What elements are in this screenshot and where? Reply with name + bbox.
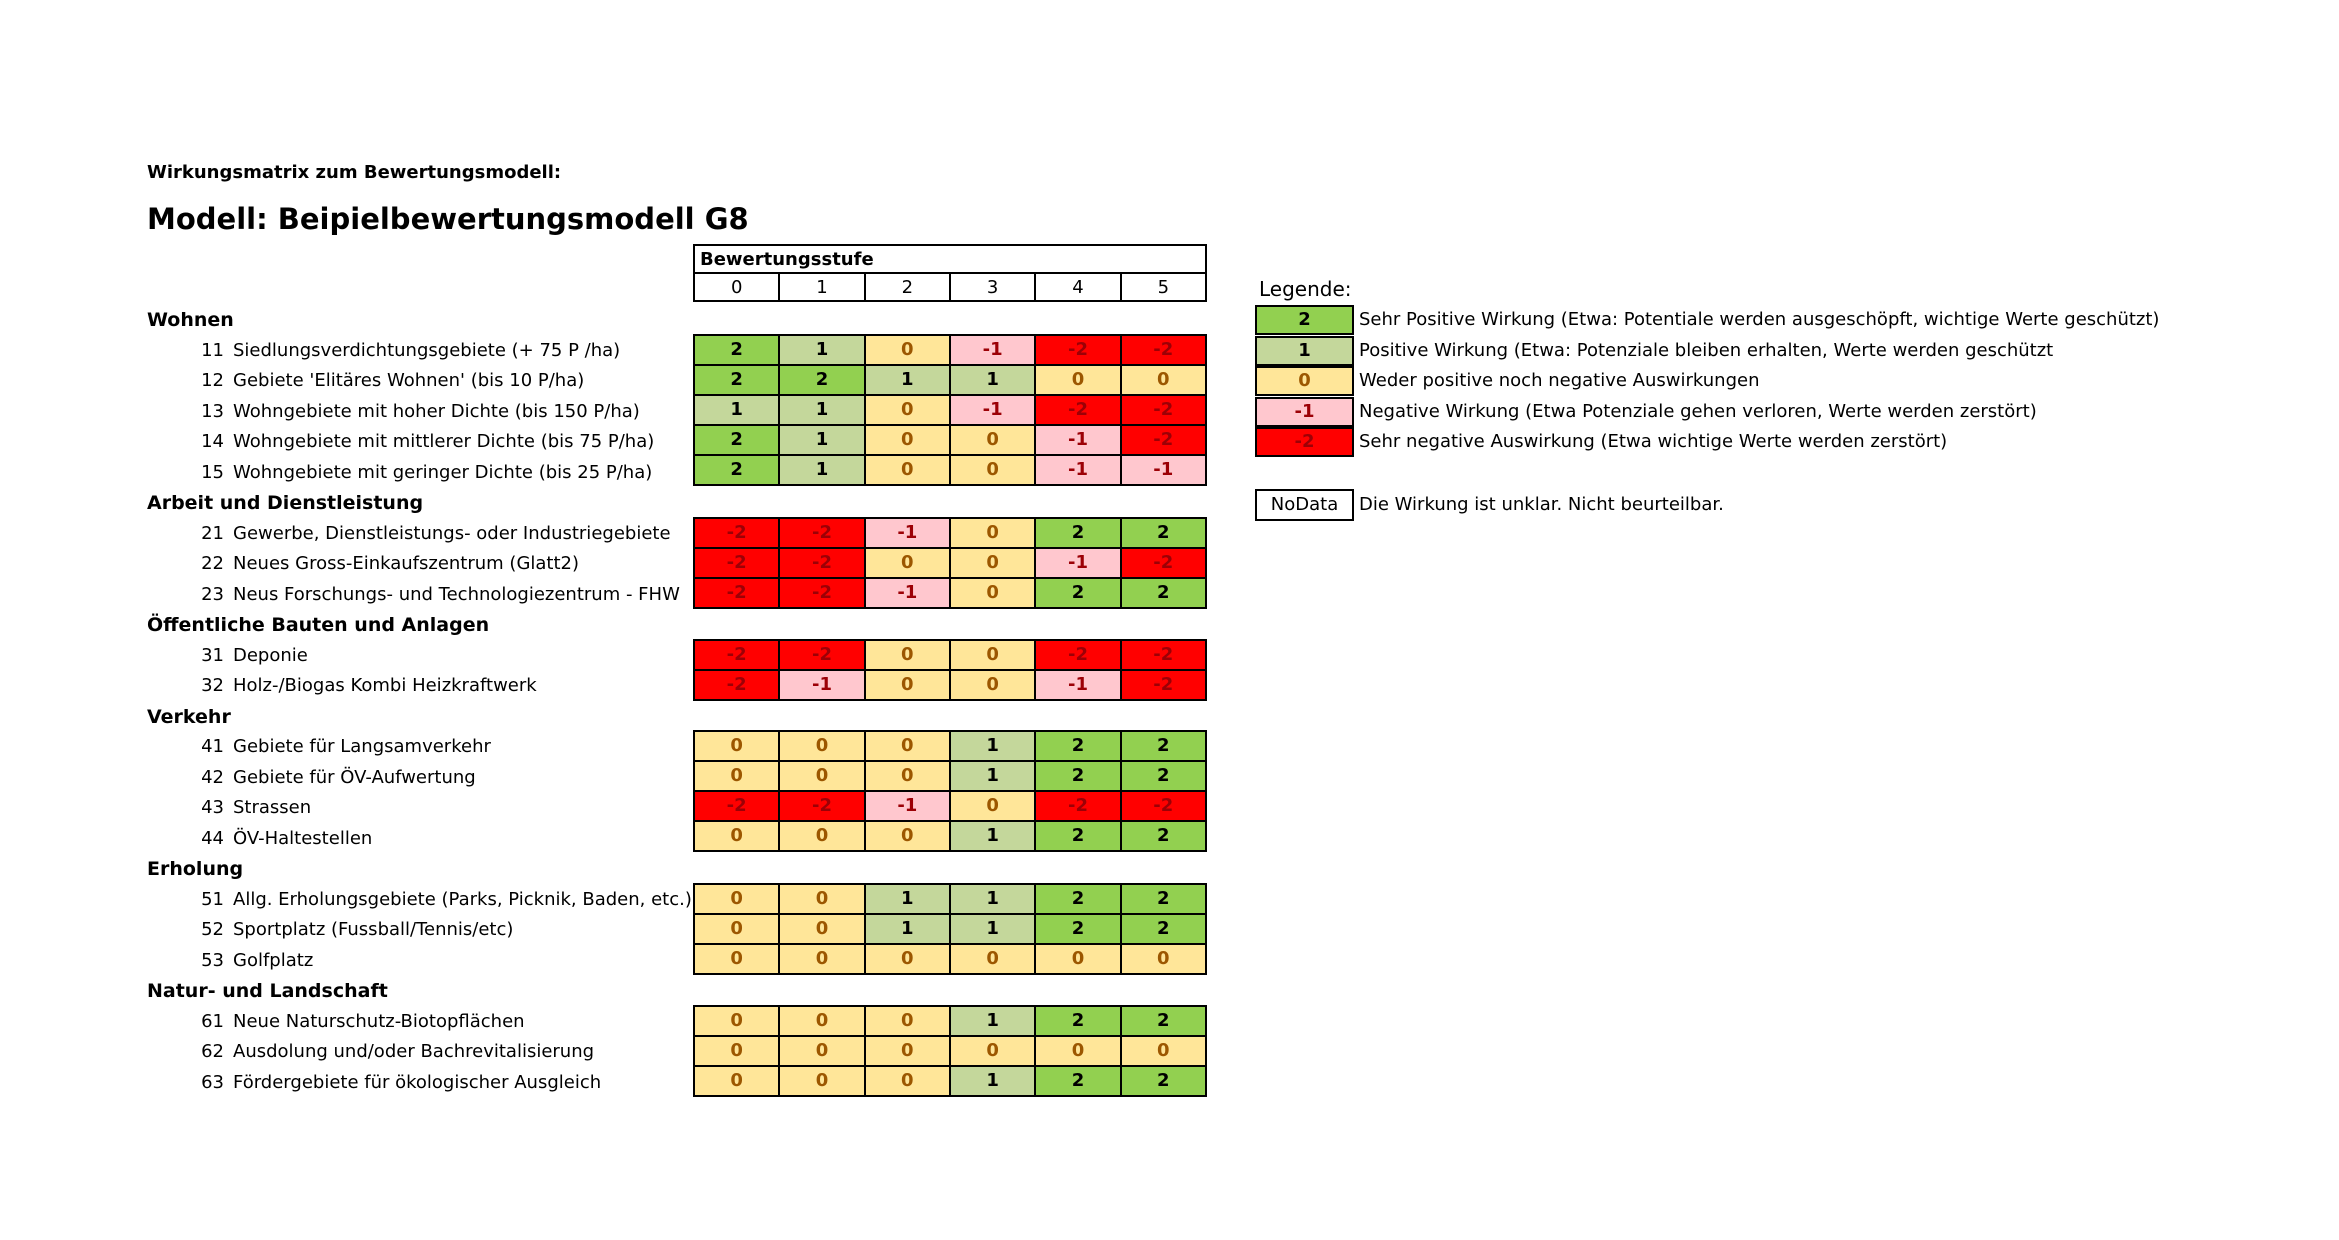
matrix-cell: -2 — [778, 549, 863, 577]
matrix-cell: -2 — [1120, 426, 1205, 454]
matrix-row — [695, 1035, 1205, 1065]
matrix-row — [695, 669, 1205, 699]
row-code: 61 — [201, 1010, 224, 1032]
matrix-cell: 1 — [864, 885, 949, 913]
matrix-cell: 0 — [778, 1037, 863, 1065]
matrix-row — [695, 424, 1205, 454]
matrix-row — [695, 943, 1205, 973]
group-heading: Öffentliche Bauten und Anlagen — [147, 614, 490, 636]
matrix-cell: -2 — [778, 641, 863, 669]
legend-text: Sehr Positive Wirkung (Etwa: Potentiale werden ausgeschöpft, wichtige Werte geschützt) — [1359, 309, 2160, 330]
matrix-cell: 2 — [1120, 732, 1205, 760]
row-label — [196, 946, 313, 976]
matrix-cell: 2 — [1034, 1007, 1119, 1035]
matrix-cell: 0 — [949, 426, 1034, 454]
matrix-cell: -1 — [1034, 456, 1119, 484]
matrix-cell: 0 — [1120, 945, 1205, 973]
row-label — [196, 458, 652, 488]
matrix-cell: 0 — [864, 1037, 949, 1065]
matrix-cell: 2 — [1120, 762, 1205, 790]
matrix-block — [693, 639, 1207, 701]
legend-title: Legende: — [1259, 277, 1352, 301]
matrix-cell: -2 — [1120, 336, 1205, 364]
row-text: Gebiete für ÖV-Aufwertung — [233, 766, 476, 788]
matrix-cell: -2 — [695, 671, 778, 699]
page-title: Modell: Beipielbewertungsmodell G8 — [147, 202, 749, 236]
row-code: 53 — [201, 949, 224, 971]
row-code: 15 — [201, 461, 224, 483]
matrix-cell: 1 — [695, 396, 778, 424]
matrix-cell: 0 — [949, 549, 1034, 577]
matrix-row — [695, 547, 1205, 577]
matrix-block — [693, 517, 1207, 609]
matrix-cell: 0 — [778, 762, 863, 790]
group-heading: Arbeit und Dienstleistung — [147, 492, 424, 514]
row-label — [196, 549, 579, 579]
matrix-cell: -2 — [778, 579, 863, 607]
matrix-row — [695, 790, 1205, 820]
matrix-cell: 2 — [1120, 1067, 1205, 1095]
level-header: 2 — [864, 274, 949, 302]
matrix-cell: 0 — [778, 732, 863, 760]
matrix-cell: 0 — [695, 885, 778, 913]
matrix-cell: -1 — [778, 671, 863, 699]
matrix-cell: 2 — [1034, 579, 1119, 607]
subtitle: Wirkungsmatrix zum Bewertungsmodell: — [147, 162, 562, 183]
matrix-cell: -2 — [1120, 549, 1205, 577]
matrix-cell: 1 — [864, 915, 949, 943]
matrix-cell: 2 — [1120, 579, 1205, 607]
row-text: Deponie — [233, 644, 308, 666]
matrix-cell: 2 — [1034, 732, 1119, 760]
matrix-cell: 2 — [1120, 822, 1205, 850]
matrix-cell: 0 — [695, 1007, 778, 1035]
row-text: Gebiete für Langsamverkehr — [233, 736, 491, 757]
matrix-cell: -2 — [695, 549, 778, 577]
level-header: 0 — [730, 277, 743, 298]
matrix-cell: 0 — [1034, 1037, 1119, 1065]
row-text: Wohngebiete mit geringer Dichte (bis 25 P/ha) — [233, 461, 653, 483]
matrix-cell: 2 — [1120, 1007, 1205, 1035]
row-label — [196, 519, 671, 549]
matrix-cell: 0 — [949, 1037, 1034, 1065]
matrix-cell: 0 — [778, 915, 863, 943]
row-code: 31 — [201, 644, 224, 666]
legend-text: Positive Wirkung (Etwa: Potenziale bleiben erhalten, Werte werden geschützt — [1359, 339, 2054, 361]
matrix-cell: -2 — [1120, 396, 1205, 424]
matrix-cell: -2 — [1034, 641, 1119, 669]
matrix-cell: 0 — [864, 456, 949, 484]
row-text: Neues Gross-Einkaufszentrum (Glatt2) — [233, 553, 580, 574]
row-label — [196, 763, 476, 793]
matrix-cell: 0 — [695, 915, 778, 943]
group-heading: Verkehr — [147, 705, 231, 728]
row-label — [196, 641, 308, 671]
matrix-cell: -1 — [1034, 671, 1119, 699]
matrix-cell: 2 — [1034, 915, 1119, 943]
row-text: Fördergebiete für ökologischer Ausgleich — [233, 1071, 602, 1093]
matrix-cell: -1 — [949, 336, 1034, 364]
matrix-cell: 0 — [1034, 366, 1119, 394]
matrix-cell: 0 — [778, 1007, 863, 1035]
matrix-cell: -2 — [778, 792, 863, 820]
row-code: 21 — [201, 522, 224, 544]
row-code: 22 — [201, 553, 224, 574]
row-text: Gebiete 'Elitäres Wohnen' (bis 10 P/ha) — [233, 370, 585, 391]
group-heading: Wohnen — [147, 309, 234, 331]
row-label — [196, 885, 692, 915]
matrix-cell: 0 — [695, 945, 778, 973]
matrix-cell: 0 — [949, 792, 1034, 820]
group-heading: Erholung — [147, 858, 244, 880]
matrix-cell: -2 — [695, 519, 778, 547]
matrix-cell: -2 — [695, 579, 778, 607]
matrix-row — [695, 1007, 1205, 1035]
matrix-cell: 1 — [949, 915, 1034, 943]
row-code: 14 — [201, 431, 224, 452]
legend-swatch: 1 — [1255, 336, 1354, 366]
row-code: 42 — [201, 766, 224, 788]
matrix-cell: 0 — [864, 549, 949, 577]
row-code: 63 — [201, 1071, 224, 1093]
matrix-row — [695, 641, 1205, 669]
row-text: Neus Forschungs- und Technologiezentrum - FHW — [233, 583, 680, 605]
matrix-row — [695, 820, 1205, 850]
matrix-cell: 0 — [864, 1067, 949, 1095]
matrix-cell: 0 — [949, 579, 1034, 607]
matrix-cell: 2 — [1034, 762, 1119, 790]
row-label — [196, 915, 513, 945]
matrix-block — [693, 883, 1207, 975]
matrix-header — [693, 244, 1207, 302]
row-code: 52 — [201, 919, 224, 940]
matrix-cell: 0 — [864, 822, 949, 850]
row-label — [196, 580, 680, 610]
matrix-cell: 0 — [864, 426, 949, 454]
matrix-block — [693, 730, 1207, 852]
row-label — [196, 336, 620, 366]
matrix-cell: 0 — [864, 1007, 949, 1035]
row-label — [196, 427, 654, 457]
matrix-row — [695, 913, 1205, 943]
matrix-cell: 2 — [1034, 1067, 1119, 1095]
matrix-cell: 0 — [864, 396, 949, 424]
legend-swatch: -1 — [1255, 397, 1354, 427]
matrix-cell: 0 — [778, 885, 863, 913]
nodata-box: NoData — [1255, 489, 1354, 521]
row-text: Golfplatz — [233, 949, 314, 971]
matrix-cell: 1 — [949, 732, 1034, 760]
matrix-cell: 0 — [695, 822, 778, 850]
matrix-cell: 2 — [1034, 822, 1119, 850]
row-code: 11 — [201, 339, 224, 361]
matrix-cell: -2 — [1120, 641, 1205, 669]
row-text: Gewerbe, Dienstleistungs- oder Industriegebiete — [233, 522, 671, 544]
matrix-cell: 1 — [949, 366, 1034, 394]
level-header: 1 — [778, 274, 863, 302]
legend-text: Negative Wirkung (Etwa Potenziale gehen verloren, Werte werden zerstört) — [1359, 400, 2037, 422]
matrix-cell: 0 — [695, 1037, 778, 1065]
matrix-cell: 2 — [1120, 519, 1205, 547]
matrix-cell: 2 — [695, 426, 778, 454]
row-text: Ausdolung und/oder Bachrevitalisierung — [233, 1041, 595, 1062]
matrix-cell: 1 — [778, 426, 863, 454]
level-header: 4 — [1034, 274, 1119, 302]
row-code: 43 — [201, 797, 224, 818]
row-text: Strassen — [233, 797, 312, 818]
matrix-cell: 2 — [1034, 885, 1119, 913]
row-code: 23 — [201, 583, 224, 605]
matrix-cell: 0 — [864, 671, 949, 699]
level-header: 5 — [1120, 274, 1205, 302]
row-label — [196, 1068, 601, 1098]
matrix-cell: -2 — [1120, 671, 1205, 699]
level-header: 3 — [949, 274, 1034, 302]
legend-swatch: -2 — [1255, 427, 1354, 457]
matrix-cell: -2 — [1034, 396, 1119, 424]
matrix-cell: 0 — [1120, 366, 1205, 394]
matrix-cell: 0 — [695, 732, 778, 760]
matrix-row — [695, 519, 1205, 547]
matrix-block — [693, 334, 1207, 486]
matrix-cell: -2 — [1034, 792, 1119, 820]
matrix-cell: 1 — [949, 1067, 1034, 1095]
matrix-cell: -1 — [864, 579, 949, 607]
matrix-cell: -2 — [778, 519, 863, 547]
row-text: Holz-/Biogas Kombi Heizkraftwerk — [233, 675, 537, 696]
matrix-cell: 0 — [864, 762, 949, 790]
matrix-cell: -1 — [864, 519, 949, 547]
matrix-cell: -1 — [949, 396, 1034, 424]
matrix-row — [695, 394, 1205, 424]
matrix-cell: 0 — [695, 762, 778, 790]
row-text: Sportplatz (Fussball/Tennis/etc) — [233, 919, 514, 940]
matrix-cell: 2 — [695, 366, 778, 394]
matrix-cell: -2 — [695, 792, 778, 820]
matrix-cell: -2 — [1034, 336, 1119, 364]
matrix-cell: 2 — [778, 366, 863, 394]
row-label — [196, 1007, 525, 1037]
matrix-row — [695, 732, 1205, 760]
matrix-cell: 0 — [864, 641, 949, 669]
matrix-cell: -2 — [1120, 792, 1205, 820]
matrix-cell: 1 — [778, 396, 863, 424]
nodata-text: Die Wirkung ist unklar. Nicht beurteilbar. — [1359, 494, 1724, 515]
matrix-row — [695, 336, 1205, 364]
matrix-cell: 0 — [949, 641, 1034, 669]
row-text: Siedlungsverdichtungsgebiete (+ 75 P /ha) — [233, 339, 621, 361]
group-heading: Natur- und Landschaft — [147, 980, 388, 1002]
row-label — [196, 824, 372, 854]
matrix-cell: 0 — [864, 945, 949, 973]
matrix-cell: 2 — [695, 456, 778, 484]
row-label — [196, 1037, 594, 1067]
matrix-cell: 1 — [778, 456, 863, 484]
matrix-cell: 2 — [1034, 519, 1119, 547]
row-code: 13 — [201, 400, 224, 422]
row-label — [196, 732, 491, 762]
matrix-row — [695, 577, 1205, 607]
matrix-cell: 0 — [1120, 1037, 1205, 1065]
row-code: 44 — [201, 827, 224, 849]
matrix-cell: -2 — [695, 641, 778, 669]
legend-swatch: 0 — [1255, 366, 1354, 396]
matrix-row — [695, 885, 1205, 913]
matrix-row — [695, 364, 1205, 394]
matrix-cell: 1 — [949, 1007, 1034, 1035]
legend-text: Sehr negative Auswirkung (Etwa wichtige Werte werden zerstört) — [1359, 431, 1948, 452]
row-text: Neue Naturschutz-Biotopflächen — [233, 1010, 525, 1032]
matrix-cell: 0 — [949, 456, 1034, 484]
row-label — [196, 397, 640, 427]
row-text: Wohngebiete mit hoher Dichte (bis 150 P/ha) — [233, 400, 640, 422]
matrix-cell: 0 — [949, 945, 1034, 973]
row-code: 41 — [201, 736, 224, 757]
matrix-cell: 0 — [1034, 945, 1119, 973]
matrix-block — [693, 1005, 1207, 1097]
level-header-row — [695, 274, 1205, 302]
row-text: Allg. Erholungsgebiete (Parks, Picknik, Baden, etc.) — [233, 888, 692, 910]
row-code: 62 — [201, 1041, 224, 1062]
matrix-cell: -1 — [864, 792, 949, 820]
row-code: 32 — [201, 675, 224, 696]
legend-swatch: 2 — [1255, 305, 1354, 335]
matrix-cell: 1 — [778, 336, 863, 364]
matrix-header-label: Bewertungsstufe — [695, 246, 1205, 274]
matrix-row — [695, 760, 1205, 790]
matrix-cell: 0 — [864, 732, 949, 760]
legend-text: Weder positive noch negative Auswirkungen — [1359, 370, 1760, 391]
matrix-cell: 0 — [864, 336, 949, 364]
matrix-cell: 0 — [949, 519, 1034, 547]
row-text: Wohngebiete mit mittlerer Dichte (bis 75 P/ha) — [233, 431, 655, 452]
matrix-cell: 0 — [949, 671, 1034, 699]
matrix-cell: 0 — [778, 945, 863, 973]
row-code: 51 — [201, 888, 224, 910]
matrix-cell: 0 — [695, 1067, 778, 1095]
matrix-cell: 2 — [1120, 885, 1205, 913]
matrix-cell: 1 — [949, 762, 1034, 790]
matrix-cell: 2 — [695, 336, 778, 364]
matrix-cell: -1 — [1034, 549, 1119, 577]
matrix-cell: 2 — [1120, 915, 1205, 943]
matrix-cell: 0 — [778, 822, 863, 850]
row-text: ÖV-Haltestellen — [233, 827, 373, 849]
matrix-row — [695, 454, 1205, 484]
matrix-cell: -1 — [1034, 426, 1119, 454]
matrix-cell: 1 — [949, 822, 1034, 850]
row-code: 12 — [201, 370, 224, 391]
matrix-cell: 0 — [778, 1067, 863, 1095]
row-label — [196, 366, 584, 396]
row-label — [196, 671, 537, 701]
matrix-row — [695, 1065, 1205, 1095]
row-label — [196, 793, 311, 823]
matrix-cell: -1 — [1120, 456, 1205, 484]
matrix-cell: 1 — [949, 885, 1034, 913]
matrix-cell: 1 — [864, 366, 949, 394]
